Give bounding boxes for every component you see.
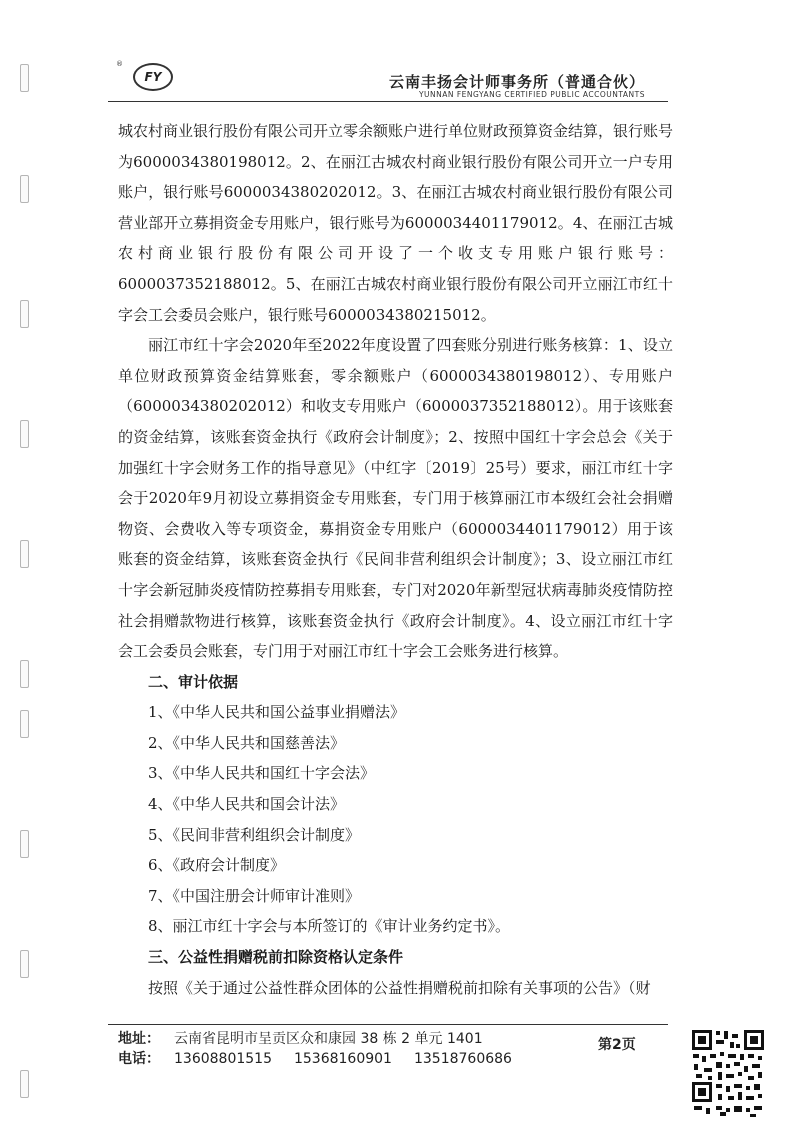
page-header [0, 0, 793, 100]
page-footer [0, 1020, 793, 1120]
basis-item: 8、丽江市红十字会与本所签订的《审计业务约定书》。 [148, 917, 511, 936]
firm-logo: FY [133, 63, 173, 91]
basis-item: 5、《民间非营利组织会计制度》 [148, 825, 361, 844]
firm-name-en: YUNNAN FENGYANG CERTIFIED PUBLIC ACCOUNTANTS [418, 90, 645, 99]
firm-name-cn: 云南丰扬会计师事务所（普通合伙） [388, 73, 645, 91]
phone-number: 13518760686 [413, 1051, 512, 1067]
binding-mark [20, 950, 29, 978]
binding-mark [20, 175, 29, 203]
binding-mark [20, 830, 29, 858]
paragraph: 城农村商业银行股份有限公司开立零余额账户进行单位财政预算资金结算，银行账号为6000034380198012。2、在丽江古城农村商业银行股份有限公司开立一户专用账户，银行账号6000034380202012。3、在丽江古城农村商业银行股份有限公司营业部开立募捐资金专用账户，银行账号为6000034401179012。4、在丽江古城农村商业银行股份有限公司开设了一个收支专用账户银行账号：6000037352188012。5、在丽江古城农村商业银行股份有限公司开立丽江市红十字会工会委员会账户，银行账号6000034380215012。 [118, 122, 674, 324]
paragraph: 按照《关于通过公益性群众团体的公益性捐赠税前扣除有关事项的公告》（财 [148, 978, 651, 997]
binding-mark [20, 420, 29, 448]
qr-code-icon [690, 1028, 766, 1118]
binding-mark [20, 710, 29, 738]
binding-mark [20, 540, 29, 568]
binding-mark [20, 660, 29, 688]
address-label: 地址： [118, 1031, 160, 1047]
basis-item: 1、《中华人民共和国公益事业捐赠法》 [148, 703, 406, 722]
phone-line [118, 1048, 534, 1068]
footer-rule [108, 1024, 668, 1025]
header-rule [108, 101, 668, 102]
address-line [118, 1028, 483, 1048]
document-body [118, 116, 673, 1003]
phone-label: 电话： [118, 1051, 160, 1067]
basis-item: 7、《中国注册会计师审计准则》 [148, 886, 361, 905]
phone-number: 15368160901 [293, 1051, 392, 1067]
basis-item: 6、《政府会计制度》 [148, 856, 286, 875]
section-heading: 三、公益性捐赠税前扣除资格认定条件 [148, 948, 404, 967]
phone-number: 13608801515 [174, 1051, 272, 1067]
address-text: 云南省昆明市呈贡区众和康园 38 栋 2 单元 1401 [174, 1031, 483, 1047]
logo-registered-mark: ® [116, 60, 123, 68]
basis-item: 2、《中华人民共和国慈善法》 [148, 733, 346, 752]
basis-item: 4、《中华人民共和国会计法》 [148, 795, 346, 814]
section-heading: 二、审计依据 [148, 672, 239, 691]
basis-item: 3、《中华人民共和国红十字会法》 [148, 764, 376, 783]
binding-mark [20, 300, 29, 328]
page-number: 第2页 [598, 1037, 636, 1053]
paragraph: 丽江市红十字会2020年至2022年度设置了四套账分别进行账务核算：1、设立单位财政预算资金结算账套，零余额账户（6000034380198012）、专用账户（6000034380202012）和收支专用账户（6000037352188012）。用于该账套的资金结算，该账套资金执行《政府会计制度》；2、按照中国红十字会总会《关于加强红十字会财务工作的指导意见》（中红字〔2019〕25号）要求，丽江市红十字会于2020年9月初设立募捐资金专用账套，专门用于核算丽江市本级红会社会捐赠物资、会费收入等专项资金，募捐资金专用账户（6000034401179012）用于该账套的资金结算，该账套资金执行《民间非营利组织会计制度》；3、设立丽江市红十字会新冠肺炎疫情防控募捐专用账套，专门对2020年新型冠状病毒肺炎疫情防控社会捐赠款物进行核算，该账套资金执行《政府会计制度》。4、设立丽江市红十字会工会委员会账套，专门用于对丽江市红十字会工会账务进行核算。 [118, 336, 673, 661]
